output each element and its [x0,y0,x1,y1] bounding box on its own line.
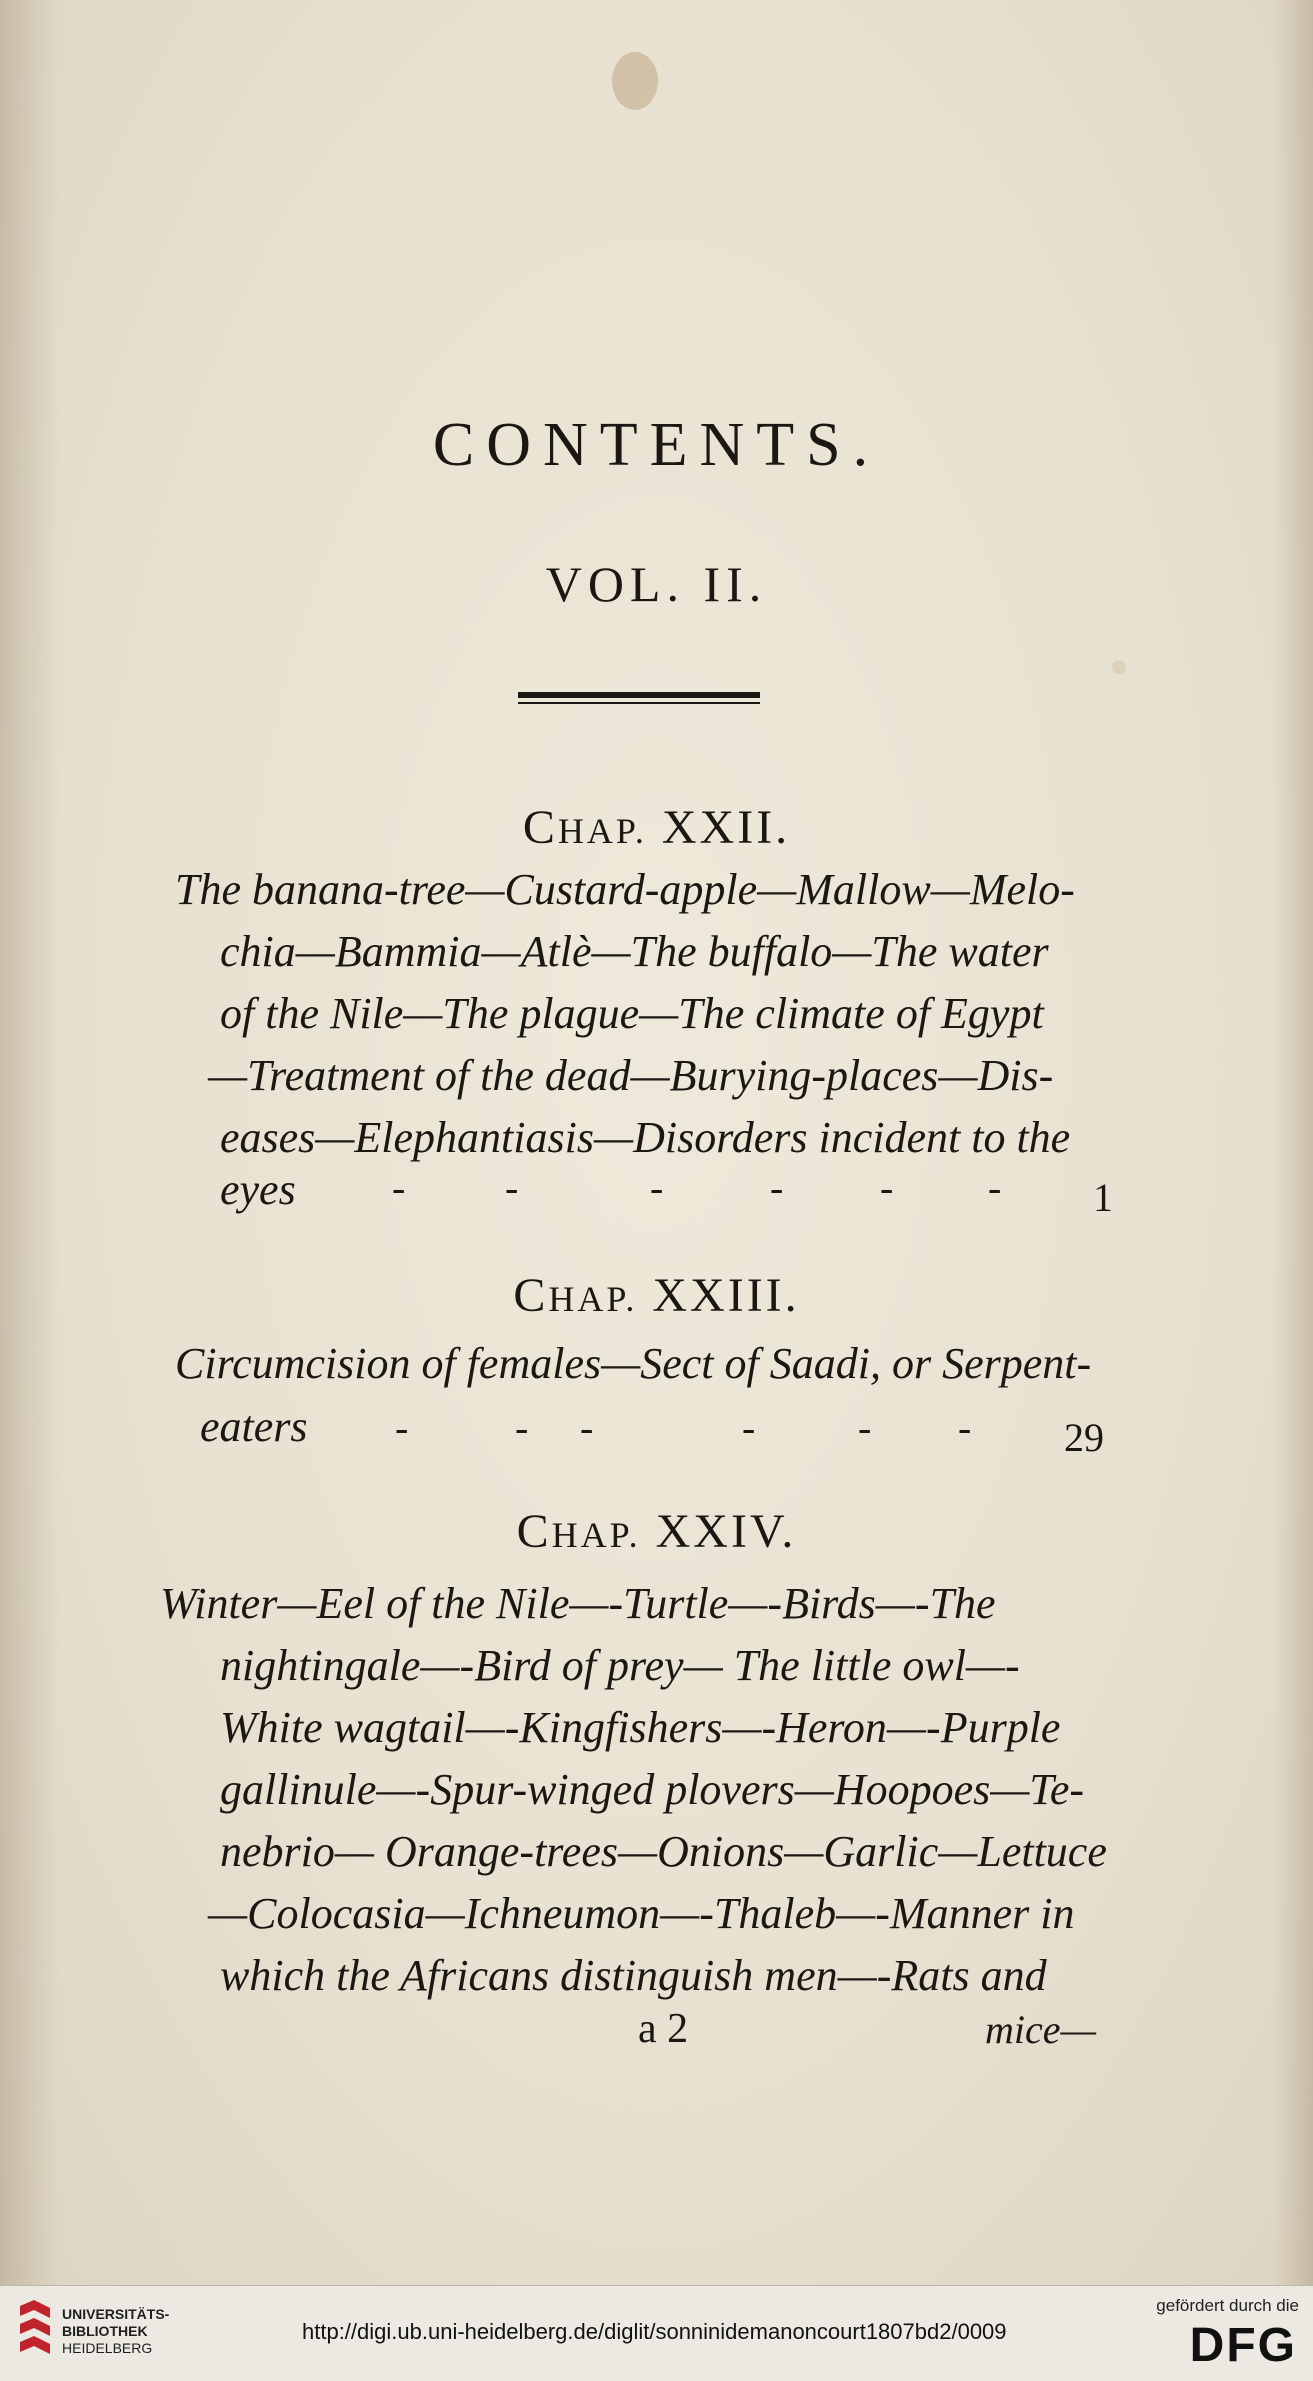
chapter-summary-line: nebrio— Orange-trees—Onions—Garlic—Lettuce [220,1827,1107,1876]
double-rule-bottom [518,702,760,704]
viewer-footer [0,2285,1313,2381]
chapter-summary-last-line: eyes [220,1165,296,1214]
chapter-number: XXIII. [652,1269,800,1322]
signature-mark: a 2 [638,2006,689,2052]
paper-stain [612,52,658,110]
chapter-heading [0,1268,1313,1323]
chapter-summary-line: nightingale—-Bird of prey— The little owl—- [220,1641,1020,1690]
page-title: CONTENTS. [432,411,881,479]
leader-dash: - [958,1405,972,1450]
university-library-logo-icon [16,2298,54,2368]
chapter-summary-line: Circumcision of females—Sect of Saadi, or Serpent- [175,1339,1092,1388]
page-number: 1 [1093,1175,1113,1220]
library-name [62,2306,169,2357]
leader-dash: - [988,1165,1002,1210]
leader-dash: - [505,1165,519,1210]
chapter-label-rest: HAP. [551,1515,641,1555]
chapter-label-initial: C [522,801,558,854]
chapter-summary-line: Winter—Eel of the Nile—-Turtle—-Birds—-The [160,1579,996,1628]
chapter-summary-line: —Treatment of the dead—Burying-places—Dis- [208,1051,1054,1100]
chapter-summary-last-line: eaters [200,1402,308,1451]
volume-label: VOL. II. [545,556,768,612]
leader-dash: - [880,1165,894,1210]
leader-dash: - [858,1405,872,1450]
leader-dash: - [580,1405,594,1450]
chapter-summary-line: chia—Bammia—Atlè—The buffalo—The water [220,927,1049,976]
chapter-summary-line: of the Nile—The plague—The climate of Egypt [220,989,1044,1038]
leader-dash: - [770,1165,784,1210]
chapter-number: XXII. [661,801,791,854]
leader-dash: - [742,1405,756,1450]
chapter-heading [0,800,1313,855]
chapter-summary-line: White wagtail—-Kingfishers—-Heron—-Purple [220,1703,1061,1752]
chapter-number: XXIV. [655,1505,797,1558]
permalink-url[interactable]: http://digi.ub.uni-heidelberg.de/diglit/sonninidemanoncourt1807bd2/0009 [302,2319,1007,2344]
library-name-line: BIBLIOTHEK [62,2323,148,2339]
library-name-line: HEIDELBERG [62,2340,153,2356]
leader-dash: - [392,1165,406,1210]
chapter-label-initial: C [513,1269,549,1322]
dfg-logo: DFG [1189,2319,1297,2372]
chapter-summary-line: —Colocasia—Ichneumon—-Thaleb—-Manner in [208,1889,1075,1938]
leader-dash: - [650,1165,664,1210]
leader-dash: - [395,1405,409,1450]
double-rule-top [518,692,760,698]
page-number: 29 [1064,1415,1104,1460]
chapter-label-initial: C [516,1505,552,1558]
library-name-line: UNIVERSITÄTS- [62,2306,170,2322]
leader-dash: - [515,1405,529,1450]
chapter-summary-line: which the Africans distinguish men—-Rats and [220,1951,1047,2000]
chapter-label-rest: HAP. [557,811,647,851]
chapter-label-rest: HAP. [548,1279,638,1319]
chapter-summary-line: The banana-tree—Custard-apple—Mallow—Melo- [175,865,1075,914]
funding-note: gefördert durch die [1156,2296,1299,2315]
chapter-heading [0,1504,1313,1559]
chapter-summary-line: eases—Elephantiasis—Disorders incident to the [220,1113,1071,1162]
catchword: mice— [985,2007,1097,2052]
paper-stain [1112,660,1126,674]
chapter-summary-line: gallinule—-Spur-winged plovers—Hoopoes—Te- [220,1765,1085,1814]
